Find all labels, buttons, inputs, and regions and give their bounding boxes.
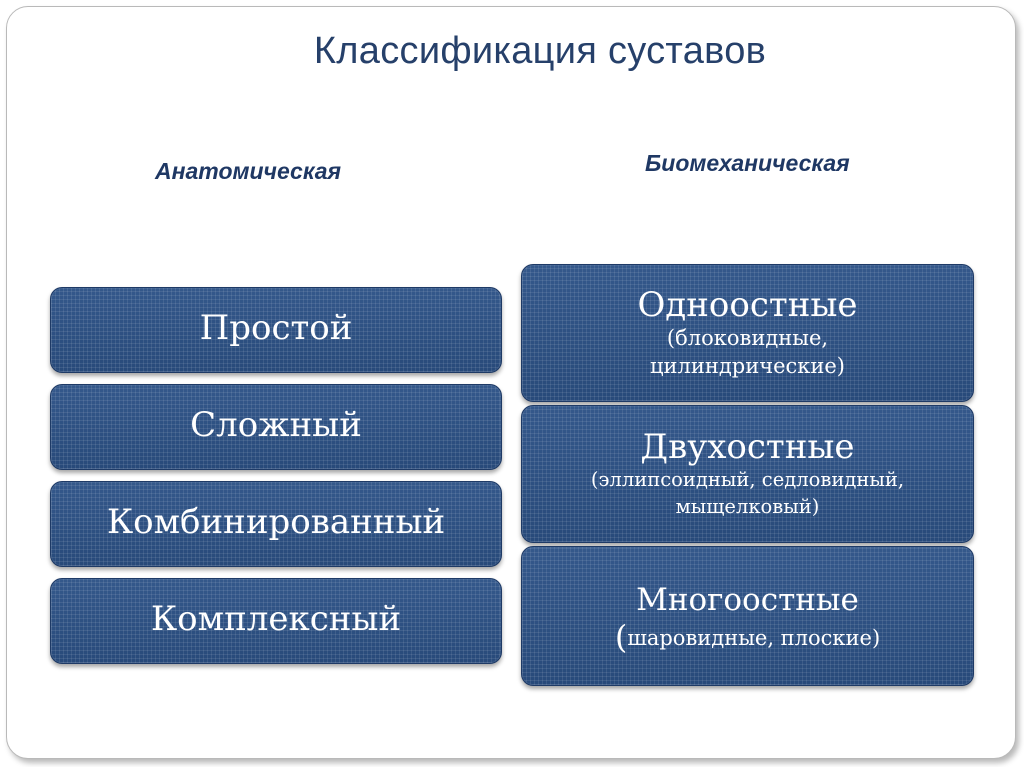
biomechanical-item-detail-line: (блоковидные, [666,326,829,350]
biomechanical-item-detail-line: цилиндрические) [649,354,846,378]
biomechanical-item-title: Многоостные [636,581,859,618]
biomechanical-item-multiaxial [521,546,974,686]
biomechanical-item-uniaxial [521,264,974,402]
biomechanical-item-detail [614,617,881,656]
biomechanical-item-title: Двухостные [640,427,855,467]
biomechanical-item-detail-line: мыщелковый) [675,495,820,518]
anatomical-item-simple [50,287,502,373]
page-title: Классификация суставов [313,30,767,72]
anatomical-item-complex [50,384,502,470]
anatomical-item-complex-joint [50,578,502,664]
anatomical-item-label: Комбинированный [106,502,446,542]
detail-text: шаровидные, плоские) [627,625,881,650]
anatomical-item-combined [50,481,502,567]
anatomical-item-label: Сложный [190,405,362,445]
detail-open-paren: ( [614,617,628,656]
heading-biomechanical: Биомеханическая [645,150,850,176]
biomechanical-item-title: Одноостные [637,285,858,325]
anatomical-item-label: Простой [199,308,353,348]
biomechanical-item-biaxial [521,405,974,543]
heading-anatomical: Анатомическая [155,158,342,184]
biomechanical-item-detail-line: (эллипсоидный, седловидный, [590,468,905,491]
anatomical-item-label: Комплексный [150,599,402,639]
